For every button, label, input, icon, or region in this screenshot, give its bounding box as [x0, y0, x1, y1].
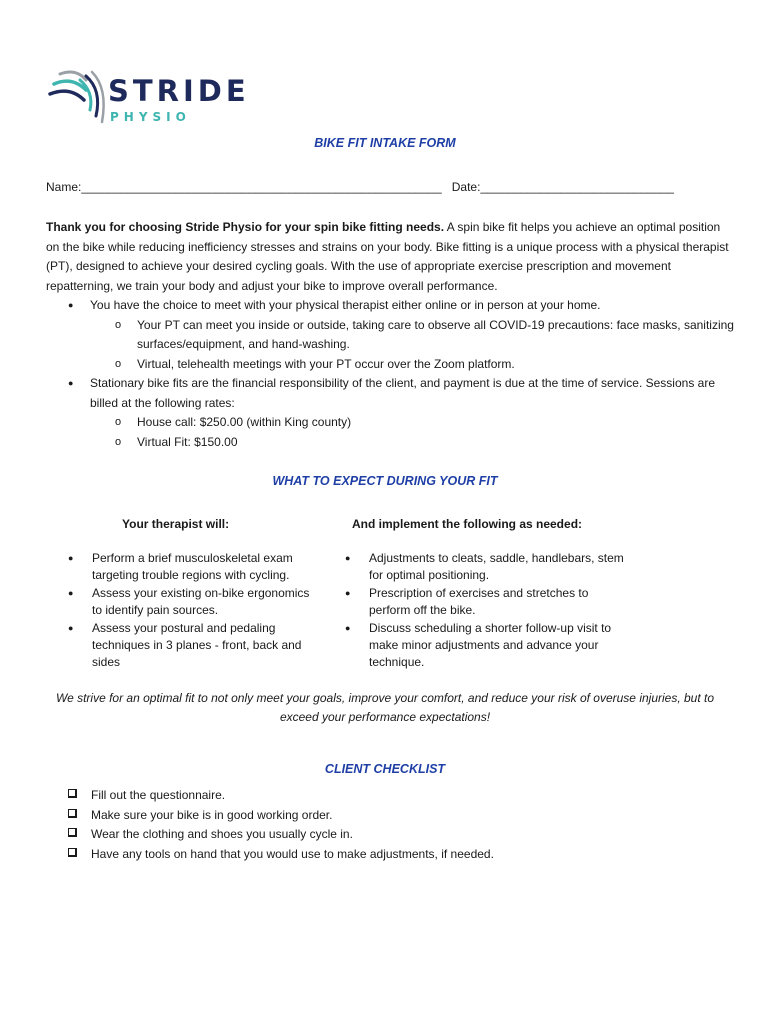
strive-statement: We strive for an optimal fit to not only meet your goals, improve your comfort, and reduce your risk of overuse injuries, but to exceed your performance expectations! — [55, 691, 715, 724]
bullet-icon: ● — [68, 553, 74, 563]
list-item[interactable] — [68, 806, 494, 826]
bullet-text: You have the choice to meet with your physical therapist either online or in person at your home. — [90, 298, 601, 312]
checklist-title: CLIENT CHECKLIST — [324, 762, 446, 776]
list-item — [46, 374, 736, 413]
list-item — [46, 316, 736, 355]
intro-bold-lead: Thank you for choosing Stride Physio for your spin bike fitting needs. — [46, 220, 445, 234]
bullet-icon: ● — [345, 587, 351, 598]
list-item — [68, 550, 318, 585]
left-column-heading: Your therapist will: — [122, 517, 230, 531]
client-checklist — [68, 786, 494, 864]
checkbox-icon[interactable] — [68, 809, 77, 818]
bullet-icon: ● — [68, 587, 74, 598]
intro-body: A spin bike fit helps you achieve an optimal position on the bike while reducing inefficiency stresses and strains on your body. Bike fitting is a unique process with a physical therapist (PT), designed to achieve your desired cycling goals. With the use of appropriate exercise prescription and movement repatterning, we train your body and adjust your bike to improve overall performance. — [46, 220, 729, 293]
list-item — [345, 550, 630, 585]
stride-physio-logo — [46, 66, 256, 132]
list-item — [46, 413, 736, 433]
logo-arcs-icon — [46, 66, 110, 130]
name-date-row — [46, 180, 674, 194]
list-item — [345, 620, 630, 672]
checkbox-icon[interactable] — [68, 828, 77, 837]
checklist-item-text: Fill out the questionnaire. — [91, 788, 226, 802]
list-item[interactable] — [68, 845, 494, 865]
intro-section — [46, 218, 736, 452]
expect-title: WHAT TO EXPECT DURING YOUR FIT — [272, 474, 498, 488]
sub-bullet-text: Virtual, telehealth meetings with your PT occur over the Zoom platform. — [137, 356, 515, 371]
checklist-item-text: Have any tools on hand that you would use to make adjustments, if needed. — [91, 846, 494, 861]
implement-list — [345, 550, 630, 672]
list-item-text: Discuss scheduling a shorter follow-up visit to make minor adjustments and advance your technique. — [369, 620, 612, 670]
list-item — [46, 433, 736, 453]
sub-bullet-text: House call: $250.00 (within King county) — [137, 415, 352, 429]
logo-tagline: PHYSIO — [110, 110, 191, 124]
list-item — [46, 355, 736, 375]
bullet-icon: ● — [68, 622, 74, 633]
list-item — [345, 585, 630, 620]
list-item[interactable] — [68, 825, 494, 845]
list-item-text: Adjustments to cleats, saddle, handlebars, stem for optimal positioning. — [369, 551, 624, 583]
list-item[interactable] — [68, 786, 494, 806]
checkbox-icon[interactable] — [68, 789, 77, 798]
checkbox-icon[interactable] — [68, 848, 77, 857]
list-item-text: Assess your existing on-bike ergonomics to identify pain sources. — [92, 585, 310, 618]
logo-wordmark: STRIDE — [108, 74, 250, 108]
name-field[interactable]: ______________________________________________________ — [81, 180, 442, 194]
bullet-text: Stationary bike fits are the financial responsibility of the client, and payment is due at the time of service. Sessions are billed at the following rates: — [90, 376, 715, 410]
bullet-icon: ● — [345, 553, 351, 563]
sub-bullet-text: Your PT can meet you inside or outside, taking care to observe all COVID-19 precautions: face masks, sanitizing surfaces/equipment, and hand-washing. — [137, 317, 734, 351]
name-label: Name: — [46, 180, 82, 194]
sub-bullet-icon: o — [115, 318, 122, 331]
list-item-text: Assess your postural and pedaling techniques in 3 planes - front, back and sides — [92, 620, 302, 670]
list-item — [46, 296, 736, 316]
list-item — [68, 620, 318, 672]
checklist-item-text: Wear the clothing and shoes you usually cycle in. — [91, 827, 353, 841]
list-item-text: Prescription of exercises and stretches to perform off the bike. — [369, 585, 589, 618]
list-item — [68, 585, 318, 620]
right-column-heading: And implement the following as needed: — [352, 517, 583, 531]
therapist-will-list — [68, 550, 318, 672]
sub-bullet-icon: o — [115, 435, 122, 448]
intro-paragraph — [46, 218, 736, 296]
date-field[interactable]: _____________________________ — [480, 180, 674, 194]
bullet-icon: ● — [68, 300, 74, 310]
checklist-item-text: Make sure your bike is in good working order. — [91, 807, 333, 822]
list-item-text: Perform a brief musculoskeletal exam targeting trouble regions with cycling. — [92, 551, 293, 583]
sub-bullet-text: Virtual Fit: $150.00 — [137, 434, 238, 449]
bullet-icon: ● — [345, 622, 351, 633]
info-bullet-list — [46, 296, 736, 452]
sub-bullet-icon: o — [115, 416, 122, 428]
date-label: Date: — [451, 180, 481, 194]
bullet-icon: ● — [68, 378, 74, 388]
sub-bullet-icon: o — [115, 357, 122, 370]
form-title: BIKE FIT INTAKE FORM — [314, 136, 456, 150]
